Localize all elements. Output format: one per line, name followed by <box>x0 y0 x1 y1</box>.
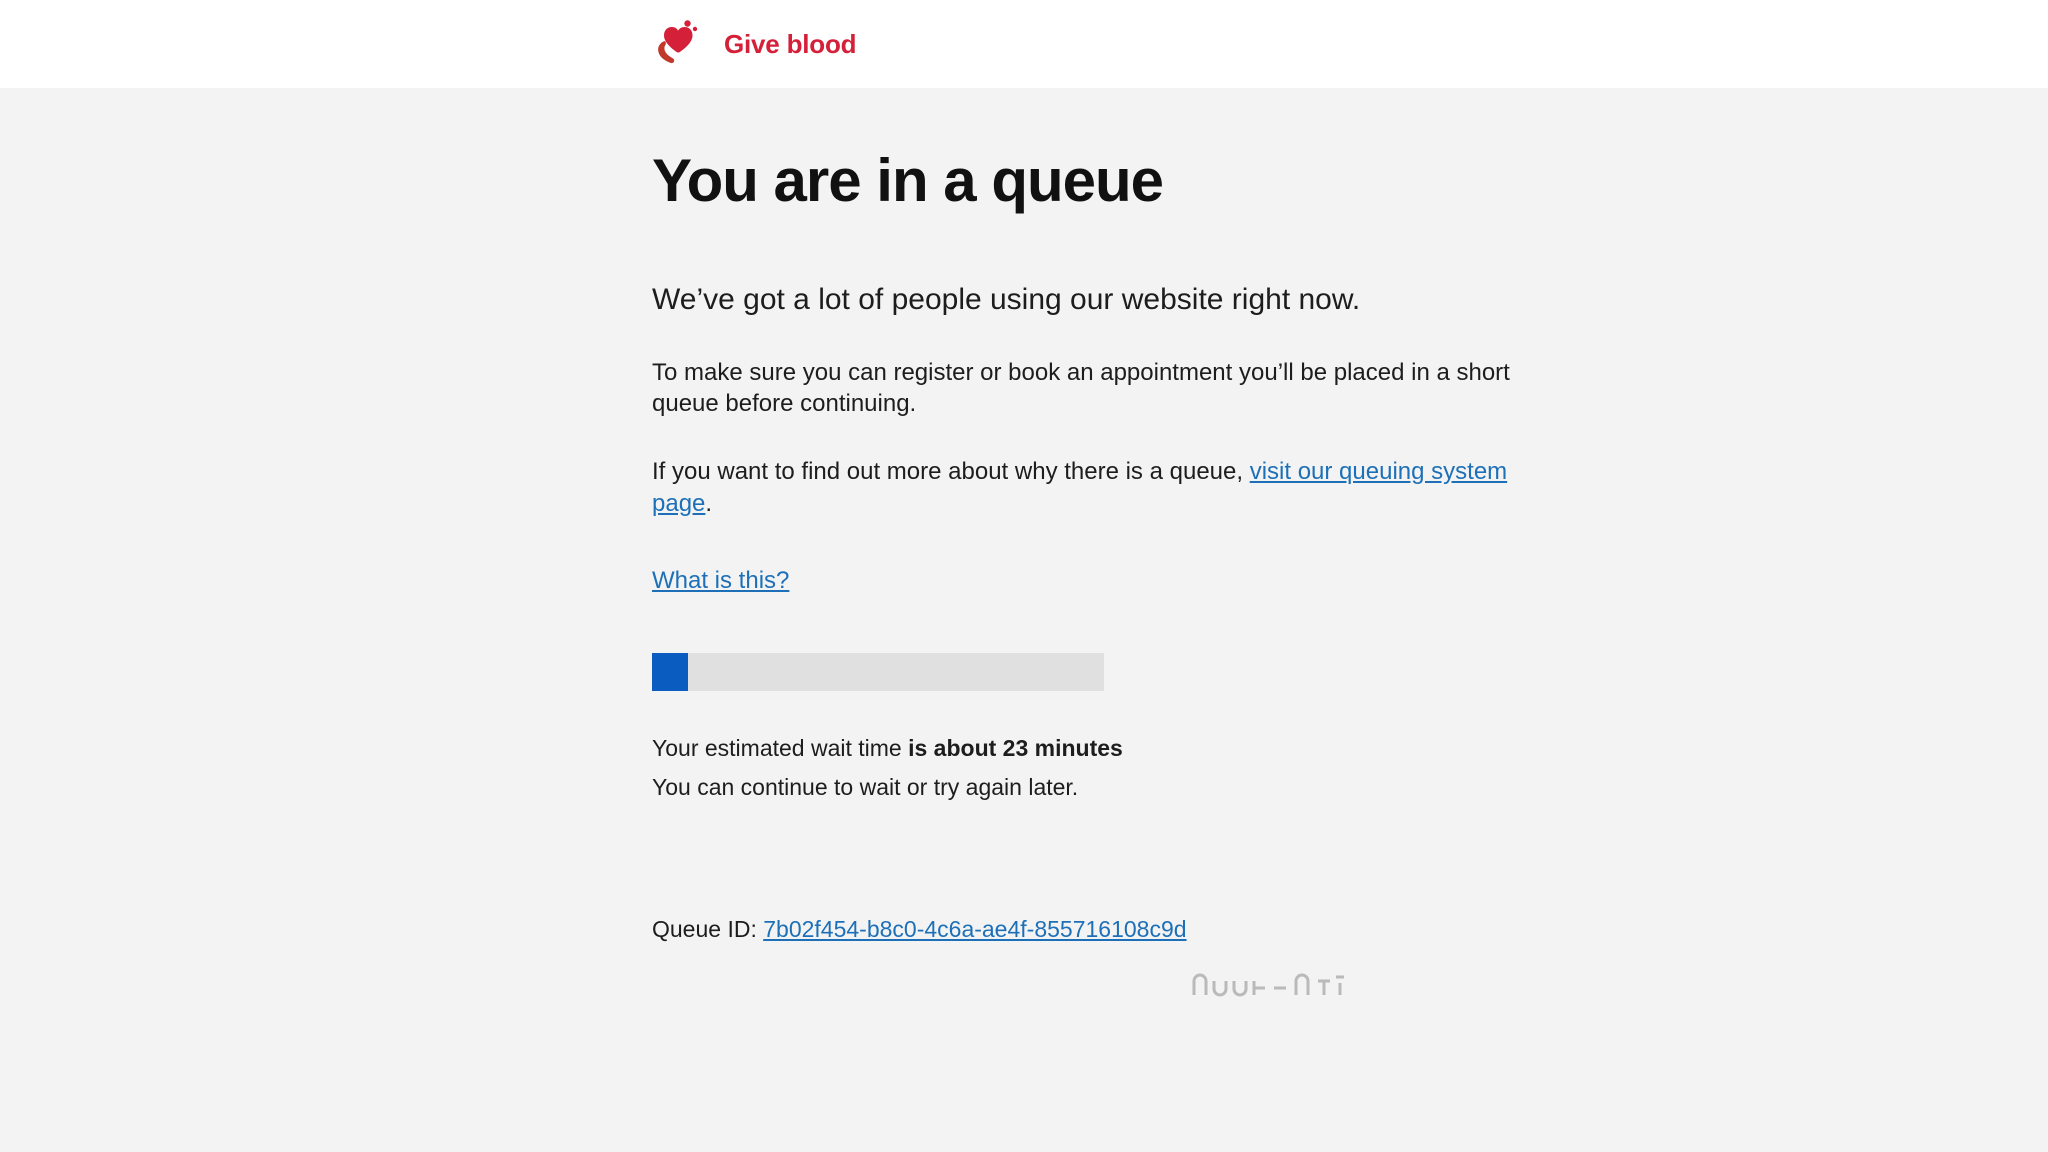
queue-progress-bar <box>652 653 1104 691</box>
queue-id-value-link[interactable]: 7b02f454-b8c0-4c6a-ae4f-855716108c9d <box>763 916 1187 943</box>
brand-home-link[interactable] <box>652 19 856 69</box>
queue-progress-fill <box>652 653 688 691</box>
queue-lede: We’ve got a lot of people using our website right now. <box>652 283 1361 316</box>
estimated-wait-line <box>652 731 1532 766</box>
queue-content <box>652 88 1532 997</box>
estimated-wait-value: is about 23 minutes <box>908 735 1123 762</box>
what-is-this-link[interactable]: What is this? <box>652 567 790 595</box>
queue-id-label: Queue ID: <box>652 916 764 943</box>
queuing-system-page-link[interactable]: visit our queuing system page <box>652 457 1508 517</box>
queue-page <box>0 88 2048 1152</box>
queue-id-line <box>652 916 1532 943</box>
estimated-wait-label: Your estimated wait time <box>652 735 909 762</box>
queue-more-info-suffix: . <box>705 489 713 517</box>
page-title: You are in a queue <box>652 147 1164 214</box>
queue-it-logo <box>1190 971 1360 997</box>
queue-more-info-prefix: If you want to find out more about why there is a queue, <box>652 457 1250 485</box>
wait-instruction: You can continue to wait or try again later. <box>652 773 1079 800</box>
heart-hands-icon <box>652 19 710 69</box>
what-is-this-paragraph <box>652 567 1532 595</box>
brand-name: Give blood <box>724 28 857 59</box>
queue-more-info <box>652 456 1532 519</box>
queue-explanation: To make sure you can register or book an appointment you’ll be placed in a short queue before continuing. <box>652 358 1510 418</box>
site-header <box>0 0 2048 88</box>
